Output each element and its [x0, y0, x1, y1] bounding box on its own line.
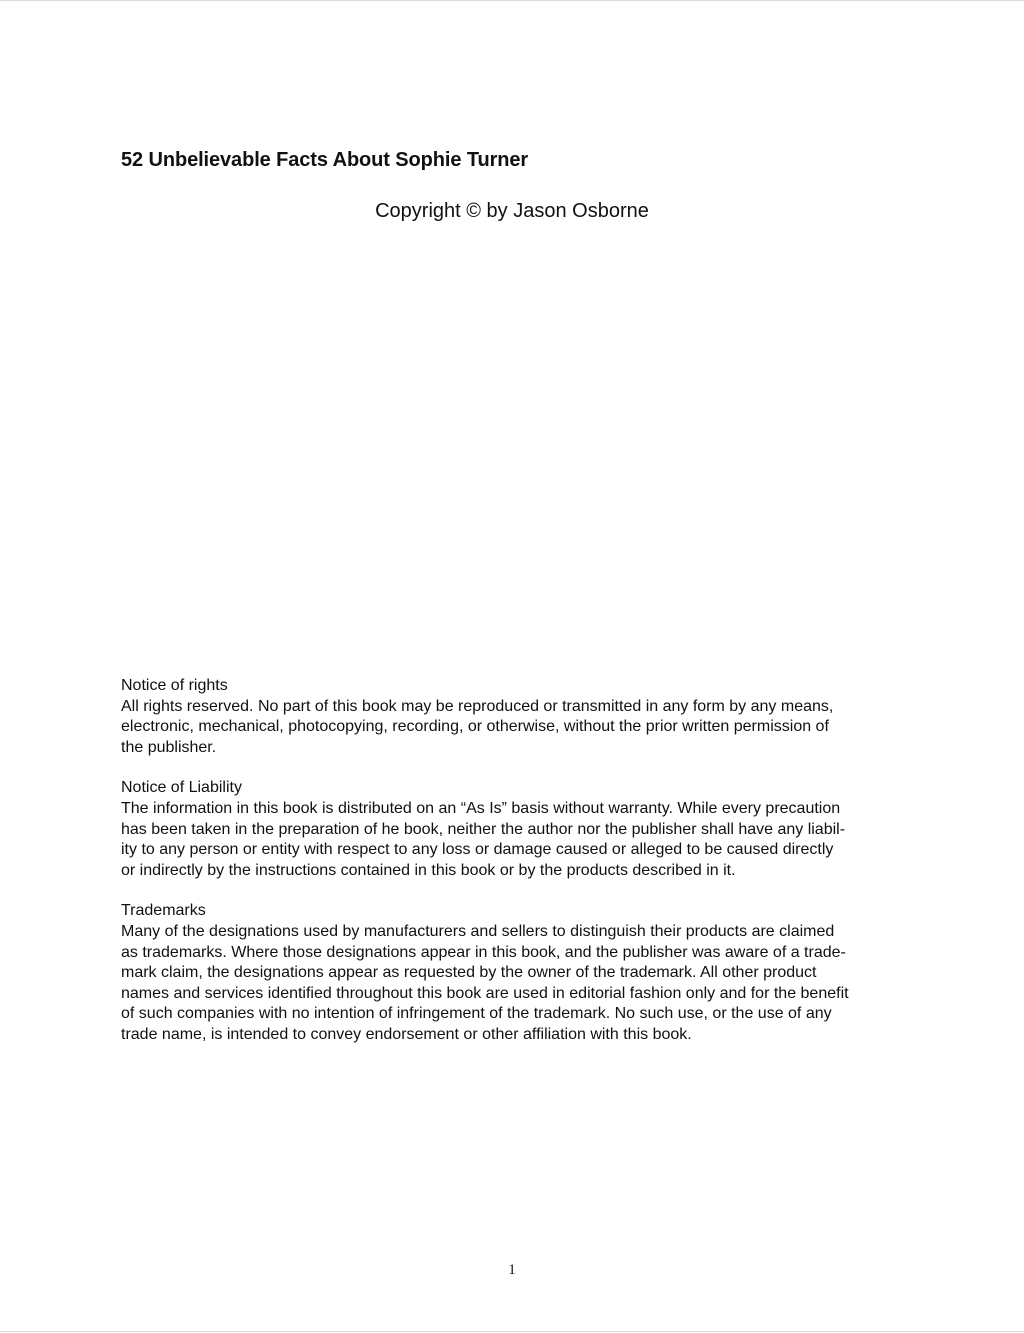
notice-line: trade name, is intended to convey endorsement or other affiliation with this book.	[121, 1025, 692, 1043]
notice-heading: Notice of Liability	[121, 779, 242, 797]
notice-heading: Trademarks	[121, 902, 206, 920]
notice-line: electronic, mechanical, photocopying, recording, or otherwise, without the prior written permission of	[121, 718, 829, 736]
trademarks-notice	[121, 901, 911, 1045]
notice-line: mark claim, the designations appear as requested by the owner of the trademark. All other product	[121, 964, 817, 982]
notice-line: names and services identified throughout this book are used in editorial fashion only and for the benefit	[121, 984, 849, 1002]
notice-line: as trademarks. Where those designations appear in this book, and the publisher was aware of a trade-	[121, 943, 846, 961]
notice-line: has been taken in the preparation of he book, neither the author nor the publisher shall have any liabil-	[121, 820, 846, 838]
notice-line: The information in this book is distributed on an “As Is” basis without warranty. While every precaution	[121, 799, 841, 817]
notice-of-liability	[121, 778, 911, 881]
notice-heading: Notice of rights	[121, 677, 228, 694]
notice-line: All rights reserved. No part of this book may be reproduced or transmitted in any form by any means,	[121, 697, 834, 715]
copyright-line: Copyright © by Jason Osborne	[375, 200, 649, 222]
page-top-edge	[0, 0, 1024, 1]
notice-line: ity to any person or entity with respect to any loss or damage caused or alleged to be caused directly	[121, 841, 834, 859]
notice-line: Many of the designations used by manufacturers and sellers to distinguish their products are claimed	[121, 922, 835, 940]
page-number: 1	[508, 1262, 516, 1278]
notice-of-rights	[121, 676, 911, 758]
notice-line: of such companies with no intention of infringement of the trademark. No such use, or the use of any	[121, 1005, 832, 1023]
notice-line: the publisher.	[121, 738, 217, 756]
book-title: 52 Unbelievable Facts About Sophie Turner	[121, 149, 529, 171]
page-bottom-edge	[0, 1331, 1024, 1332]
legal-notices	[121, 676, 911, 1066]
notice-line: or indirectly by the instructions contained in this book or by the products described in it.	[121, 861, 736, 879]
